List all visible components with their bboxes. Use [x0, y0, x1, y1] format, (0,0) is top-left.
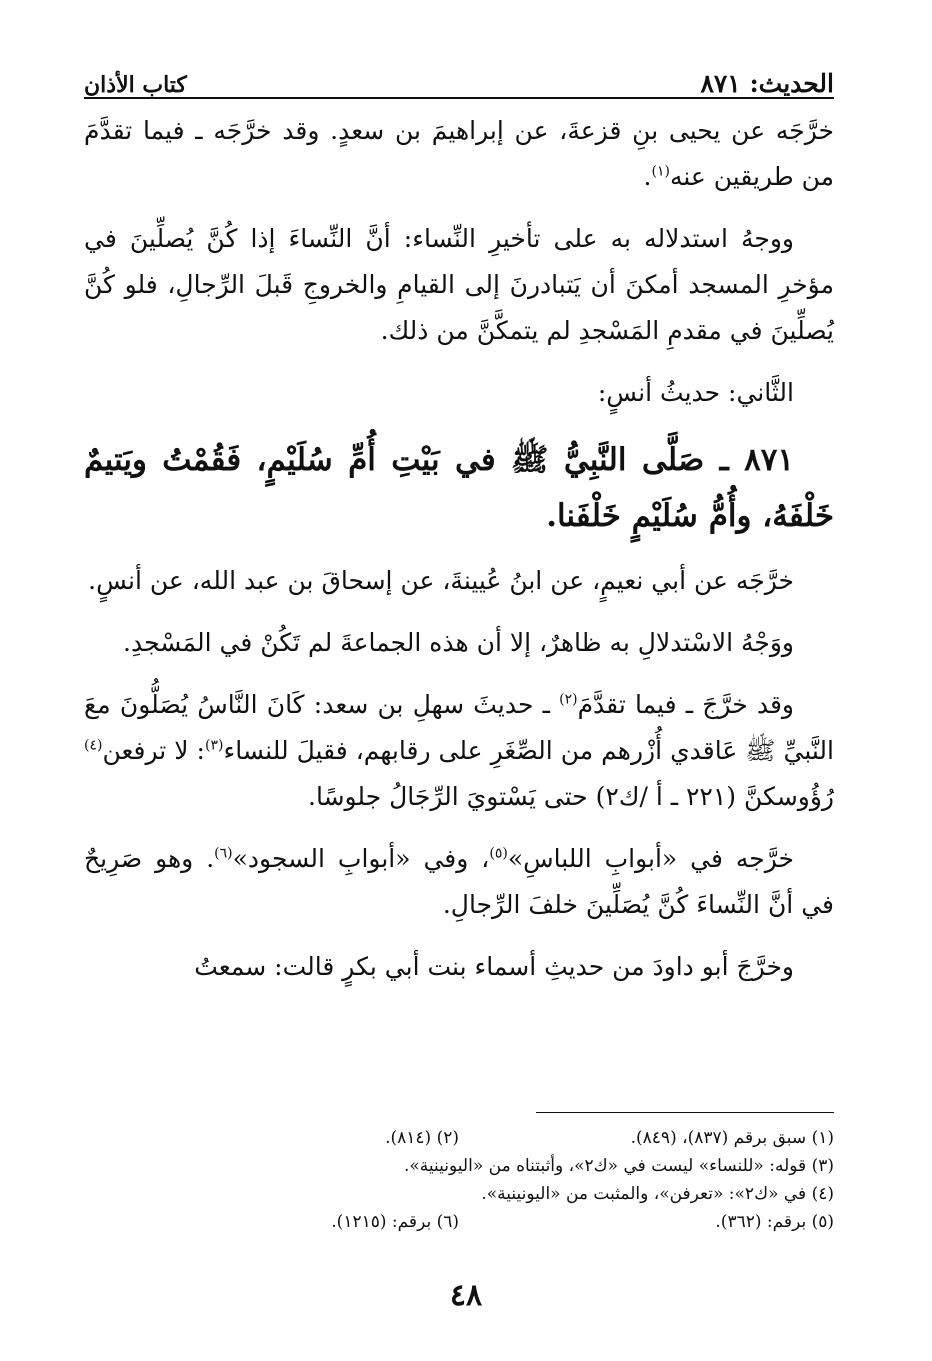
hadith-number-label: الحديث: ٨٧١ [700, 69, 834, 98]
hadith-number: ٨٧١ ـ [719, 442, 795, 478]
footnote-ref: (٢) [559, 691, 578, 708]
hadith-body: صَلَّى النَّبِيُّ ﷺ في بَيْتِ أُمِّ سُلَيْمٍ، فَقُمْتُ ويَتيمٌ خَلْفَهُ، وأُمُّ سُلَيْمٍ خَلْفَنا. [84, 442, 834, 534]
hadith-text [84, 432, 834, 544]
footnote-ref: (٥) [489, 845, 508, 862]
paragraph: ووَجْهُ الاسْتدلالِ به ظاهرٌ، إلا أن هذه الجماعةَ لم تَكُنْ في المَسْجدِ. [123, 628, 794, 657]
paragraph: ووجهُ استدلاله به على تأخيرِ النِّساء: أنَّ النِّساءَ إذا كُنَّ يُصلِّينَ في مؤخرِ المسجد أمكنَ أن يَتبادرنَ إلى القيامِ والخروجِ قَبلَ الرِّجالِ، فلو كُنَّ يُصلِّينَ في مقدمِ المَسْجدِ لم يتمكَّنَّ من ذلك. [84, 224, 834, 345]
footnote-6: (٦) برقم: (١٢١٥). [331, 1212, 459, 1232]
footnotes [84, 1124, 834, 1236]
paragraph: خرَّجه في «أبوابِ اللباسِ»$^{(٥)}$، وفي «أبوابِ السجود»$^{(٦)}$. وهو صَرِيحٌ في أنَّ النِّساءَ كُنَّ يُصَلِّينَ خلفَ الرِّجالِ. [84, 844, 834, 919]
footnote-4: (٤) في «ك٢»: «تعرفن»، والمثبت من «اليونينية». [481, 1184, 834, 1204]
page-number: ٤٨ [449, 1278, 483, 1313]
footnote-1: (١) سبق برقم (٨٣٧)، (٨٤٩). [630, 1128, 834, 1148]
footnote-row [84, 1152, 834, 1180]
paragraph: خرَّجَه عن أبي نعيمٍ، عن ابنُ عُيينةَ، عن إسحاقَ بن عبد الله، عن أنسٍ. [88, 566, 794, 595]
main-text [84, 108, 834, 1006]
footnote-5: (٥) برقم: (٣٦٢). [715, 1212, 834, 1232]
footnote-ref: (٤) [84, 737, 103, 754]
footnote-row [84, 1208, 834, 1236]
footnote-3: (٣) قوله: «للنساء» ليست في «ك٢»، وأثبتناه من «اليونينية». [403, 1156, 834, 1176]
footnote-row [84, 1124, 834, 1152]
running-header [84, 58, 834, 98]
header-divider [84, 97, 834, 99]
book-title: كتاب الأذان [84, 72, 187, 98]
paragraph: وخرَّجَ أبو داودَ من حديثِ أسماء بنت أبي بكرٍ قالت: سمعتُ [194, 952, 794, 981]
paragraph: وقد خرَّجَ ـ فيما تقدَّمَ$^{(٢)}$ ـ حديثَ سهلِ بن سعد: كَانَ النَّاسُ يُصَلُّونَ معَ النَّبيِّ ﷺ عَاقدي أُزْرهم من الصِّغَرِ على رقابهم، فقيلَ للنساء$^{(٣)}$: لا ترفعن$^{(٤)}$ رُؤُوسكنَّ (٢٢١ ـ أ /ك٢) حتى يَسْتويَ الرِّجَالُ جلوسًا. [84, 690, 834, 811]
paragraph: الثَّاني: حديثُ أنسٍ: [597, 378, 794, 407]
footnote-ref: (٣) [205, 737, 224, 754]
footnote-ref: (١) [651, 163, 670, 180]
footnote-divider [536, 1112, 834, 1113]
paragraph: خرَّجَه عن يحيى بنِ قزعةَ، عن إبراهيمَ بن سعدٍ. وقد خرَّجَه ـ فيما تقدَّمَ من طريقين عنه$^{(١)}$. [84, 116, 834, 191]
footnote-ref: (٦) [214, 845, 233, 862]
footnote-row [84, 1180, 834, 1208]
footnote-2: (٢) (٨١٤). [385, 1128, 459, 1148]
